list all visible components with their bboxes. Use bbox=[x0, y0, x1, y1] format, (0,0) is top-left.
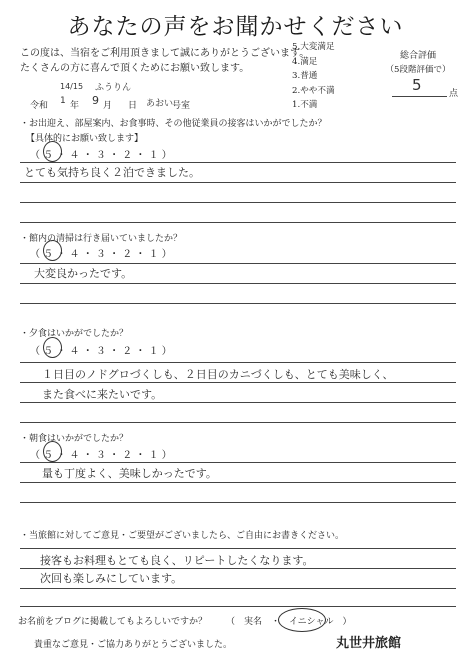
answer-q4-line1[interactable]: 量も丁度よく、美味しかったです。 bbox=[42, 467, 217, 480]
month-unit: 月 bbox=[103, 101, 113, 111]
room-suffix: 号室 bbox=[172, 101, 191, 111]
handwritten-name: ふうりん bbox=[95, 83, 132, 93]
page-title: あなたの声をお聞かせください bbox=[67, 14, 404, 40]
answer-q3-line2[interactable]: また食べに来たいです。 bbox=[42, 388, 163, 401]
answer-line bbox=[20, 462, 456, 463]
answer-line bbox=[20, 502, 456, 503]
blog-selected-circle bbox=[278, 608, 326, 632]
answer-line bbox=[20, 568, 456, 569]
overall-unit: 点 bbox=[449, 89, 459, 99]
selected-circle-q3 bbox=[43, 337, 62, 358]
comments-question: ・当旅館に対してご意見・ご要望がございましたら、ご自由にお書きください。 bbox=[20, 531, 345, 541]
answer-line bbox=[20, 303, 456, 304]
answer-line bbox=[20, 222, 456, 223]
answer-line bbox=[20, 182, 456, 183]
answer-line bbox=[20, 362, 456, 363]
rating-q4[interactable]: （ ５ ・ ４ ・ ３ ・ ２ ・ １ ） bbox=[30, 450, 172, 461]
scale-3: 3.普通 bbox=[292, 71, 318, 81]
question-2: ・館内の清掃は行き届いていましたか？ bbox=[20, 234, 183, 244]
answer-q2-line1[interactable]: 大変良かったです。 bbox=[34, 267, 133, 280]
answer-line bbox=[20, 402, 456, 403]
answer-line bbox=[20, 482, 456, 483]
question-1-sub: 【具体的にお願い致します】 bbox=[26, 134, 144, 144]
era-label: 令和 bbox=[30, 101, 49, 111]
room-name[interactable]: あおい bbox=[146, 99, 174, 109]
rating-q2[interactable]: （ ５ ・ ４ ・ ３ ・ ２ ・ １ ） bbox=[30, 249, 172, 260]
selected-circle-q2 bbox=[43, 240, 62, 261]
selected-circle-q1 bbox=[43, 141, 62, 162]
comments-answer-line1[interactable]: 接客もお料理もとても良く、リピートしたくなります。 bbox=[40, 554, 314, 567]
answer-line bbox=[20, 263, 456, 264]
year-unit: 年 bbox=[70, 101, 80, 111]
intro-line-1: この度は、当宿をご利用頂きまして誠にありがとうございます。 bbox=[20, 48, 310, 59]
day-unit: 日 bbox=[128, 101, 138, 111]
question-4: ・朝食はいかがでしたか？ bbox=[20, 434, 129, 444]
answer-line bbox=[20, 422, 456, 423]
scale-2: 2.やや不満 bbox=[292, 85, 335, 96]
answer-line bbox=[20, 606, 456, 607]
rating-q3[interactable]: （ ５ ・ ４ ・ ３ ・ ２ ・ １ ） bbox=[30, 346, 172, 357]
overall-label: 総合評価 bbox=[399, 51, 436, 61]
answer-line bbox=[20, 548, 456, 549]
question-3: ・夕食はいかがでしたか？ bbox=[20, 329, 129, 339]
handwritten-date: 14/15 bbox=[60, 82, 84, 91]
scale-1: 1.不満 bbox=[292, 100, 318, 110]
answer-q3-line1[interactable]: １日目のノドグロづくしも、２日目のカニづくしも、とても美味しく、 bbox=[42, 368, 394, 381]
blog-question: お名前をブログに掲載してもよろしいですか？ bbox=[18, 617, 208, 627]
visit-month[interactable]: 9 bbox=[92, 94, 99, 107]
comments-answer-line2[interactable]: 次回も楽しみにしています。 bbox=[40, 572, 183, 585]
overall-sub: （5段階評価で） bbox=[385, 65, 451, 75]
visit-year[interactable]: 1 bbox=[60, 96, 66, 106]
ryokan-name: 丸世井旅館 bbox=[336, 636, 402, 651]
answer-line bbox=[20, 283, 456, 284]
overall-underline bbox=[392, 96, 447, 97]
rating-q1[interactable]: （ ５ ・ ４ ・ ３ ・ ２ ・ １ ） bbox=[30, 150, 172, 161]
answer-line bbox=[20, 382, 456, 383]
scale-4: 4.満足 bbox=[292, 56, 318, 67]
selected-circle-q4 bbox=[43, 441, 62, 462]
answer-line bbox=[20, 588, 456, 589]
overall-value[interactable]: 5 bbox=[412, 76, 422, 94]
question-1: ・お出迎え、部屋案内、お食事時、その他従業員の接客はいかがでしたか？ bbox=[20, 119, 327, 129]
thanks-text: 貴重なご意見・ご協力ありがとうございました。 bbox=[34, 640, 233, 650]
answer-line bbox=[20, 202, 456, 203]
rating-scale bbox=[292, 40, 335, 113]
scale-5: 5.大変満足 bbox=[292, 42, 335, 52]
intro-line-2: たくさんの方に喜んで頂くためにお願い致します。 bbox=[20, 63, 250, 74]
answer-line bbox=[20, 162, 456, 163]
answer-q1-line1[interactable]: とても気持ち良く２泊できました。 bbox=[24, 166, 200, 179]
blog-options[interactable]: （ 実名 ・ イニシャル ） bbox=[226, 617, 352, 627]
